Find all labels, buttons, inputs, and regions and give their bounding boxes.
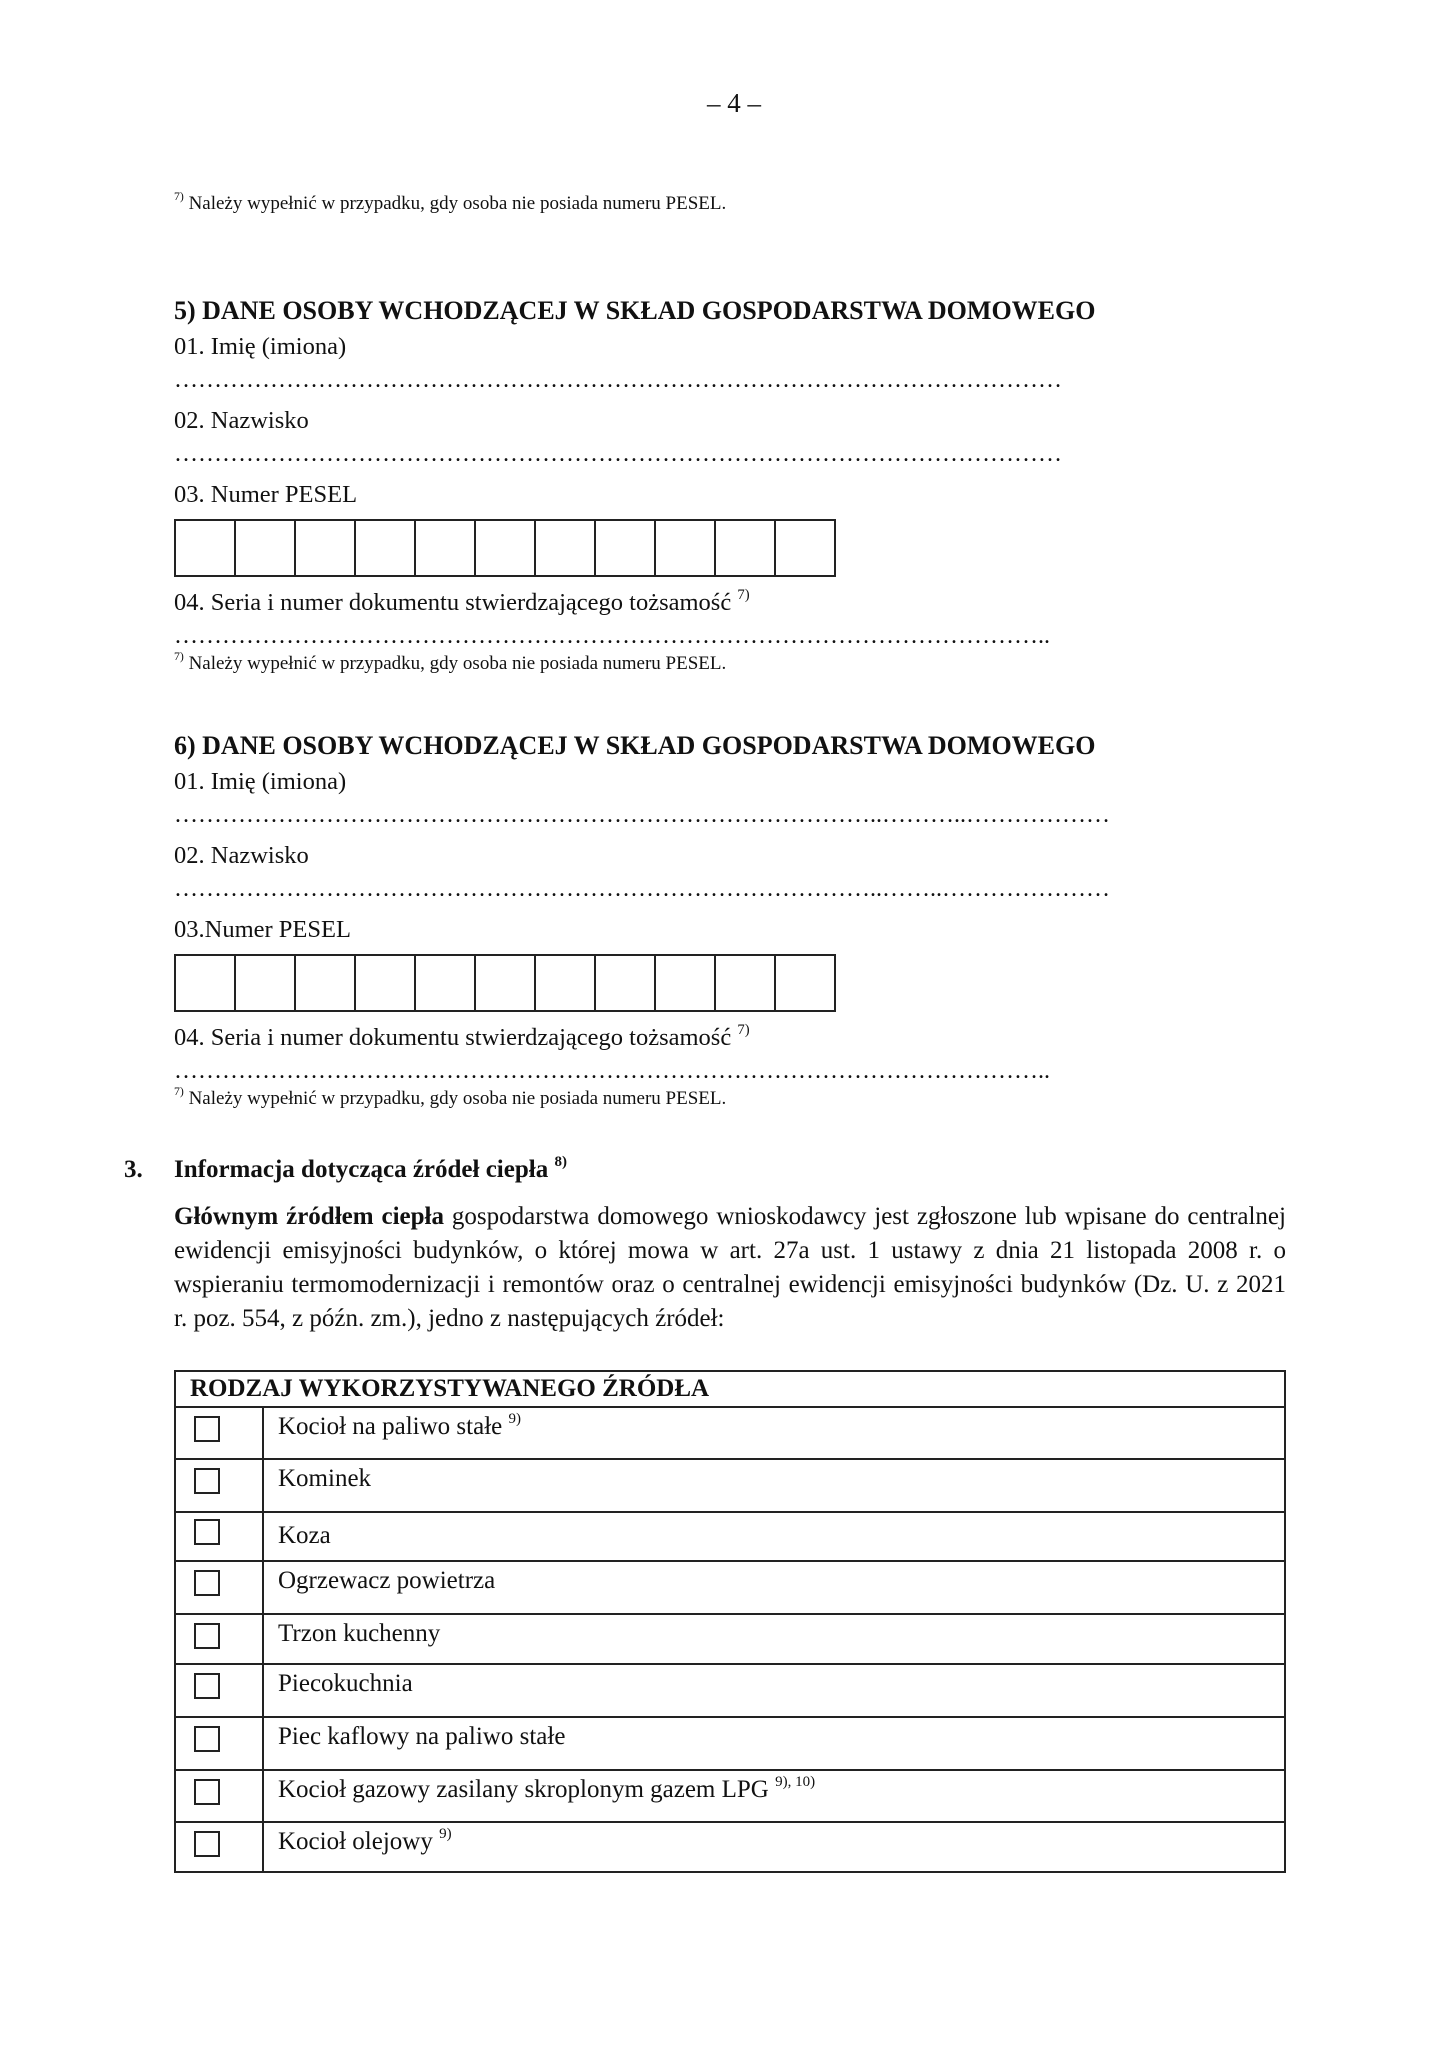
option-text: Koza [278, 1522, 331, 1549]
pesel-digit-box[interactable] [536, 521, 596, 575]
checkbox-cell [175, 1822, 263, 1872]
intro-bold: Głównym źródłem ciepła [174, 1203, 444, 1230]
footnote-mark: 7) [174, 650, 184, 664]
source-checkbox[interactable] [194, 1570, 220, 1596]
pesel-grid[interactable] [174, 519, 836, 577]
checkbox-cell [175, 1561, 263, 1614]
first-name-field[interactable]: ……………………………………………………………………………..………..……………… [174, 802, 1110, 828]
footnote-text: Należy wypełnić w przypadku, gdy osoba nie posiada numeru PESEL. [183, 653, 727, 674]
page-number: – 4 – [707, 88, 761, 118]
footnote-mark: 7) [174, 1085, 184, 1099]
footnote-mark: 7) [174, 190, 184, 204]
checkbox-cell [175, 1512, 263, 1561]
table-row [175, 1561, 1285, 1614]
last-name-field[interactable]: ………………………………………………………………………………………………… [174, 441, 1062, 467]
source-checkbox[interactable] [194, 1673, 220, 1699]
footnote-ref: 7) [737, 1021, 750, 1038]
option-text: Kominek [278, 1465, 372, 1492]
option-label [263, 1664, 1285, 1717]
option-text: Trzon kuchenny [278, 1620, 441, 1647]
pesel-digit-box[interactable] [716, 521, 776, 575]
option-label [263, 1561, 1285, 1614]
source-checkbox[interactable] [194, 1831, 220, 1857]
footnote-pesel-top [174, 190, 727, 215]
last-name-field[interactable]: ……………………………………………………………………………..……..………………… [174, 876, 1110, 902]
footnote-pesel [174, 650, 1284, 675]
person-title: 6) DANE OSOBY WCHODZĄCEJ W SKŁAD GOSPODARSTWA DOMOWEGO [174, 731, 1096, 760]
pesel-digit-box[interactable] [236, 521, 296, 575]
source-checkbox[interactable] [194, 1468, 220, 1494]
checkbox-cell [175, 1407, 263, 1459]
heat-source-table [174, 1370, 1286, 1873]
option-label [263, 1407, 1285, 1459]
footnote-ref: 9) [439, 1825, 452, 1842]
pesel-digit-box[interactable] [356, 956, 416, 1010]
pesel-digit-box[interactable] [536, 956, 596, 1010]
pesel-label: 03.Numer PESEL [174, 916, 351, 943]
checkbox-cell [175, 1664, 263, 1717]
checkbox-cell [175, 1770, 263, 1822]
source-checkbox[interactable] [194, 1519, 220, 1545]
last-name-label: 02. Nazwisko [174, 842, 309, 869]
checkbox-cell [175, 1614, 263, 1664]
checkbox-cell [175, 1459, 263, 1512]
document-label-text: 04. Seria i numer dokumentu stwierdzającego tożsamość [174, 589, 732, 616]
heat-source-section [124, 1150, 1286, 1336]
pesel-digit-box[interactable] [416, 956, 476, 1010]
pesel-digit-box[interactable] [356, 521, 416, 575]
pesel-digit-box[interactable] [236, 956, 296, 1010]
pesel-digit-box[interactable] [656, 956, 716, 1010]
pesel-digit-box[interactable] [776, 956, 834, 1010]
pesel-digit-box[interactable] [596, 521, 656, 575]
source-checkbox[interactable] [194, 1726, 220, 1752]
document-field[interactable]: ……………………………………………………………………………………………….. [174, 1058, 1050, 1084]
document-field[interactable]: ……………………………………………………………………………………………….. [174, 623, 1050, 649]
last-name-label: 02. Nazwisko [174, 407, 309, 434]
pesel-digit-box[interactable] [716, 956, 776, 1010]
table-row [175, 1407, 1285, 1459]
option-label [263, 1614, 1285, 1664]
pesel-digit-box[interactable] [296, 956, 356, 1010]
table-row [175, 1770, 1285, 1822]
pesel-digit-box[interactable] [476, 956, 536, 1010]
source-checkbox[interactable] [194, 1779, 220, 1805]
document-label-text: 04. Seria i numer dokumentu stwierdzającego tożsamość [174, 1024, 732, 1051]
table-row [175, 1664, 1285, 1717]
footnote-ref: 9) [508, 1410, 521, 1427]
option-label [263, 1717, 1285, 1770]
option-text: Kocioł gazowy zasilany skroplonym gazem LPG [278, 1776, 769, 1803]
first-name-label: 01. Imię (imiona) [174, 333, 347, 360]
pesel-digit-box[interactable] [656, 521, 716, 575]
table-row [175, 1512, 1285, 1561]
section-number: 3. [124, 1156, 143, 1183]
option-label [263, 1822, 1285, 1872]
option-label [263, 1512, 1285, 1561]
option-label [263, 1770, 1285, 1822]
option-text: Piecokuchnia [278, 1670, 413, 1697]
pesel-grid[interactable] [174, 954, 836, 1012]
intro-text: gospodarstwa domowego wnioskodawcy jest zgłoszone lub wpisane do centralnej ewidencji emisyjności budynków, o której mowa w art. 27a ust. 1 ustawy z dnia 21 listopada 2008 r. o wspieraniu termomodernizacji i remontów oraz o centralnej ewidencji emisyjności budynków (Dz. U. z 2021 r. poz. 554, z późn. zm.), jedno z następujących źródeł: [174, 1203, 1286, 1332]
option-text: Ogrzewacz powietrza [278, 1567, 496, 1594]
person-section-5 [174, 293, 1284, 675]
option-label [263, 1459, 1285, 1512]
table-header: RODZAJ WYKORZYSTYWANEGO ŹRÓDŁA [175, 1371, 1285, 1407]
section-title-text: Informacja dotycząca źródeł ciepła [174, 1156, 549, 1183]
footnote-ref: 7) [737, 586, 750, 603]
option-text: Piec kaflowy na paliwo stałe [278, 1723, 566, 1750]
document-label [174, 1020, 1284, 1056]
source-checkbox[interactable] [194, 1623, 220, 1649]
first-name-label: 01. Imię (imiona) [174, 768, 347, 795]
pesel-digit-box[interactable] [296, 521, 356, 575]
source-checkbox[interactable] [194, 1416, 220, 1442]
pesel-digit-box[interactable] [776, 521, 834, 575]
first-name-field[interactable]: ………………………………………………………………………………………………… [174, 367, 1062, 393]
pesel-label: 03. Numer PESEL [174, 481, 358, 508]
document-label [174, 585, 1284, 621]
pesel-digit-box[interactable] [176, 956, 236, 1010]
checkbox-cell [175, 1717, 263, 1770]
footnote-pesel [174, 1085, 1284, 1110]
person-section-6 [174, 728, 1284, 1110]
footnote-ref: 8) [554, 1153, 567, 1170]
pesel-digit-box[interactable] [416, 521, 476, 575]
table-row [175, 1717, 1285, 1770]
table-row [175, 1459, 1285, 1512]
footnote-text: Należy wypełnić w przypadku, gdy osoba nie posiada numeru PESEL. [183, 193, 727, 214]
pesel-digit-box[interactable] [476, 521, 536, 575]
footnote-text: Należy wypełnić w przypadku, gdy osoba nie posiada numeru PESEL. [183, 1088, 727, 1109]
table-row [175, 1822, 1285, 1872]
section-title [124, 1150, 1286, 1190]
person-title: 5) DANE OSOBY WCHODZĄCEJ W SKŁAD GOSPODARSTWA DOMOWEGO [174, 296, 1096, 325]
table-row [175, 1614, 1285, 1664]
section-intro [174, 1200, 1286, 1336]
pesel-digit-box[interactable] [596, 956, 656, 1010]
option-text: Kocioł olejowy [278, 1828, 433, 1855]
option-text: Kocioł na paliwo stałe [278, 1413, 503, 1440]
footnote-ref: 9), 10) [775, 1773, 816, 1790]
pesel-digit-box[interactable] [176, 521, 236, 575]
